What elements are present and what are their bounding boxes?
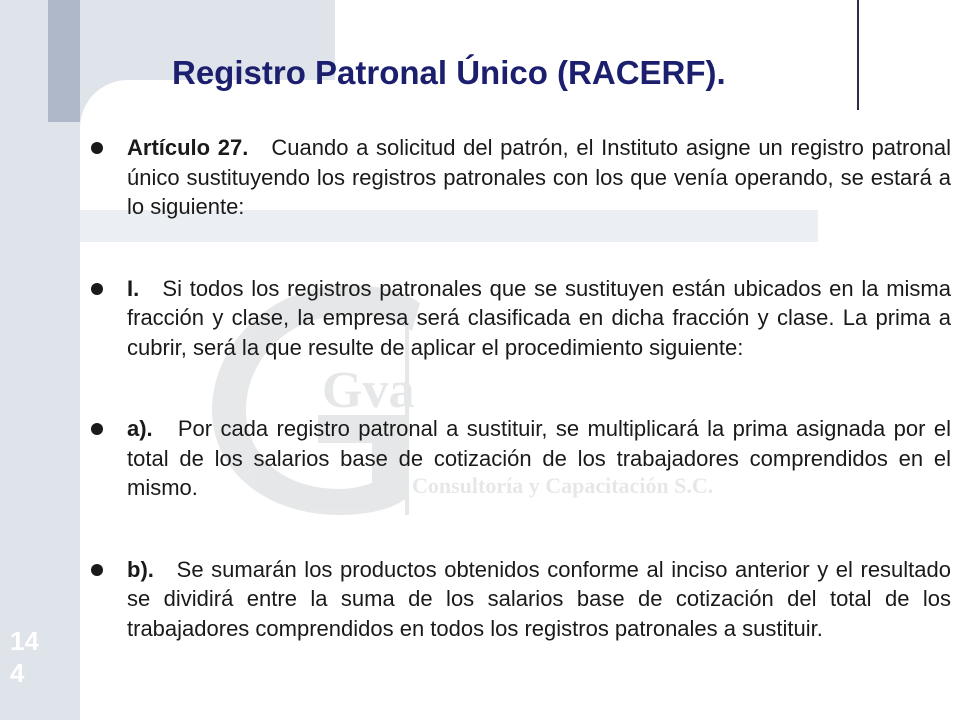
background-accent-bar bbox=[48, 0, 80, 122]
bullet-dot-icon bbox=[91, 423, 103, 435]
bullet-text: Por cada registro patronal a sustituir, se multiplicará la prima asignada por el total de los salarios base de cotización de los trabajadores comprendidos en el mismo. bbox=[127, 416, 951, 500]
title-divider-line bbox=[857, 0, 859, 110]
bullet-text: Si todos los registros patronales que se sustituyen están ubicados en la misma fracción y clase, la empresa será clasificada en dicha fracción y clase. La prima a cubrir, será la que resulte de aplicar el procedimiento siguiente: bbox=[127, 275, 951, 360]
bullet-dot-icon bbox=[91, 142, 103, 154]
bullet-item bbox=[91, 414, 951, 503]
bullet-dot-icon bbox=[91, 283, 103, 295]
bullet-list bbox=[91, 133, 951, 643]
bullet-label: Artículo 27. bbox=[127, 135, 264, 160]
bullet-label: I. bbox=[127, 275, 155, 301]
watermark-text: Consultoría y Capacitación S.C. bbox=[412, 473, 714, 498]
slide-title: Registro Patronal Único (RACERF). bbox=[172, 54, 726, 91]
watermark-monogram: Gva bbox=[322, 362, 415, 419]
bullet-item bbox=[91, 274, 951, 363]
bullet-text: Se sumarán los productos obtenidos conforme al inciso anterior y el resultado se dividirá entre la suma de los salarios base de cotización del total de los trabajadores comprendidos en todos los registros patronales a sustituir. bbox=[127, 556, 951, 641]
bullet-item bbox=[91, 555, 951, 644]
bullet-text: Cuando a solicitud del patrón, el Instituto asigne un registro patronal único sustituyendo los registros patronales con los que venía operando, se estará a lo siguiente: bbox=[127, 135, 951, 219]
bullet-item bbox=[91, 133, 951, 222]
bullet-label: a). bbox=[127, 416, 170, 441]
page-number-line-1: 14 bbox=[10, 626, 39, 656]
page-number bbox=[10, 625, 58, 689]
bullet-label: b). bbox=[127, 556, 170, 582]
bullet-dot-icon bbox=[91, 564, 103, 576]
page-number-line-2: 4 bbox=[10, 658, 25, 688]
